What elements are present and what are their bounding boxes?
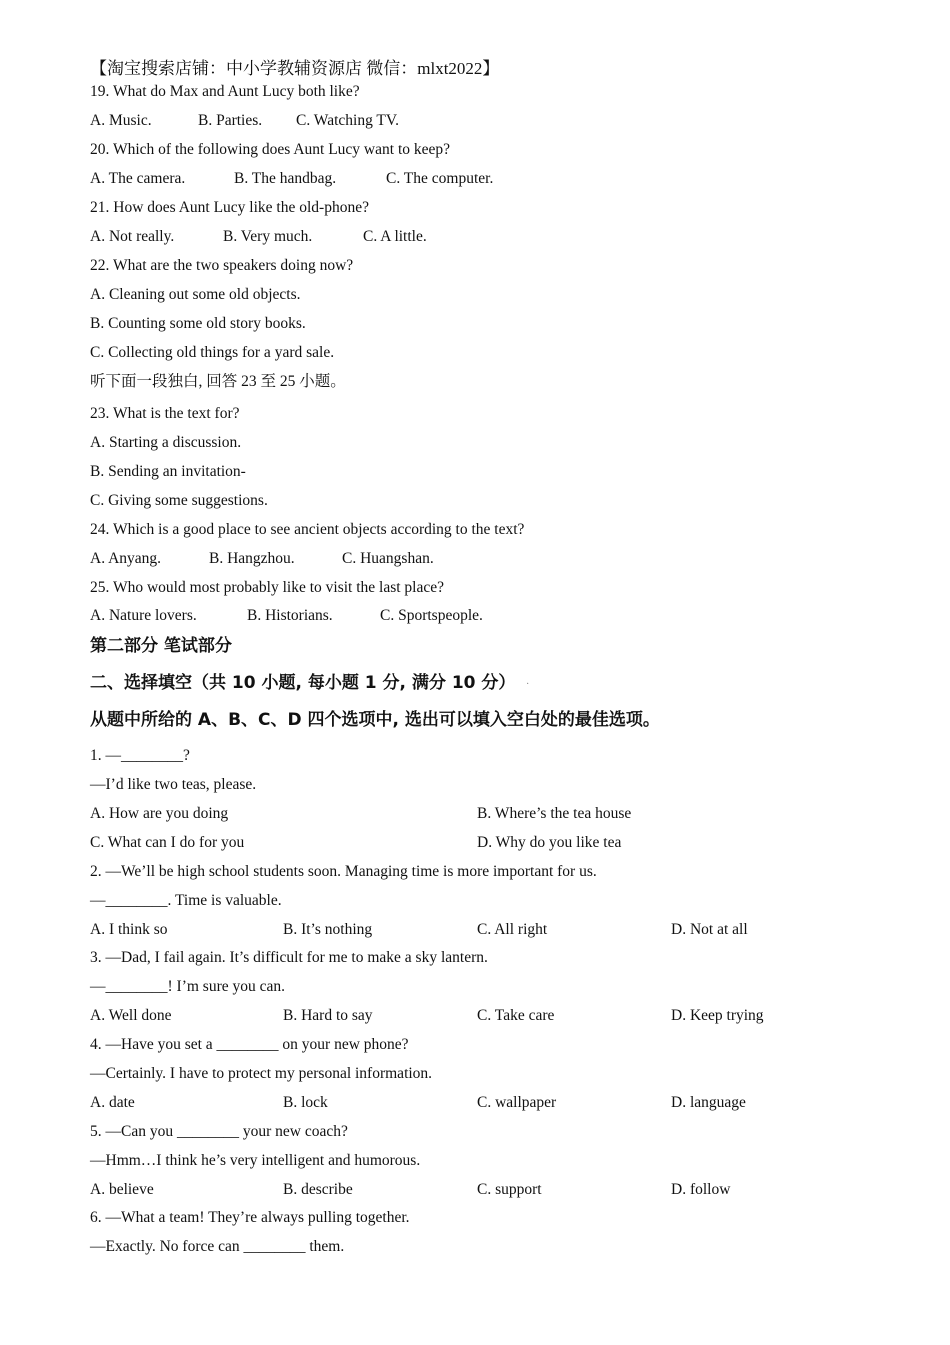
option-19-b: B. Parties. [198,112,263,129]
question-25: 25. Who would most probably like to visit the last place? [90,579,445,596]
question-24: 24. Which is a good place to see ancient objects according to the text? [90,521,525,538]
question-22: 22. What are the two speakers doing now? [90,257,354,274]
option-3-b: B. Hard to say [283,1007,373,1024]
option-23-b: B. Sending an invitation- [90,463,246,480]
option-20-b: B. The handbag. [234,170,337,187]
option-2-a: A. I think so [90,921,168,938]
option-20-a: A. The camera. [90,170,186,187]
option-22-c: C. Collecting old things for a yard sale. [90,344,335,361]
option-23-a: A. Starting a discussion. [90,434,242,451]
option-5-b: B. describe [283,1181,353,1198]
option-5-d: D. follow [671,1181,731,1198]
question-23: 23. What is the text for? [90,405,240,422]
option-4-c: C. wallpaper [477,1094,557,1111]
option-19-c: C. Watching TV. [296,112,399,129]
option-20-c: C. The computer. [386,170,494,187]
option-22-a: A. Cleaning out some old objects. [90,286,301,303]
question-5-prompt: 5. —Can you ________ your new coach? [90,1123,348,1140]
option-1-a: A. How are you doing [90,805,229,822]
option-3-c: C. Take care [477,1007,555,1024]
option-5-c: C. support [477,1181,542,1198]
question-20: 20. Which of the following does Aunt Lucy want to keep? [90,141,451,158]
question-6-prompt: 6. —What a team! They’re always pulling together. [90,1209,410,1226]
question-21: 21. How does Aunt Lucy like the old-phone? [90,199,369,216]
option-21-a: A. Not really. [90,228,175,245]
part-two-title: 第二部分 笔试部分 [90,636,232,656]
question-2-response: —________. Time is valuable. [90,892,282,909]
option-4-d: D. language [671,1094,746,1111]
option-2-b: B. It’s nothing [283,921,373,938]
option-2-c: C. All right [477,921,548,938]
option-25-a: A. Nature lovers. [90,607,197,624]
question-4-prompt: 4. —Have you set a ________ on your new phone? [90,1036,409,1053]
watermark-banner: 【淘宝搜索店铺：中小学教辅资源店 微信：mlxt2022】 [90,59,500,78]
listening-instruction: 听下面一段独白, 回答 23 至 25 小题。 [90,373,346,390]
option-4-a: A. date [90,1094,135,1111]
option-22-b: B. Counting some old story books. [90,315,306,332]
option-19-a: A. Music. [90,112,152,129]
question-19: 19. What do Max and Aunt Lucy both like? [90,83,360,100]
question-3-prompt: 3. —Dad, I fail again. It’s difficult for me to make a sky lantern. [90,949,488,966]
question-1-prompt: 1. —________? [90,747,190,764]
section-instruction: 从题中所给的 A、B、C、D 四个选项中, 选出可以填入空白处的最佳选项。 [90,710,660,730]
option-23-c: C. Giving some suggestions. [90,492,268,509]
option-3-d: D. Keep trying [671,1007,764,1024]
option-4-b: B. lock [283,1094,328,1111]
option-24-b: B. Hangzhou. [209,550,295,567]
option-25-c: C. Sportspeople. [380,607,483,624]
option-24-a: A. Anyang. [90,550,162,567]
option-3-a: A. Well done [90,1007,172,1024]
option-2-d: D. Not at all [671,921,748,938]
question-1-response: —I’d like two teas, please. [90,776,257,793]
question-3-response: —________! I’m sure you can. [90,978,285,995]
option-1-c: C. What can I do for you [90,834,245,851]
option-21-b: B. Very much. [223,228,313,245]
question-6-response: —Exactly. No force can ________ them. [90,1238,345,1255]
option-1-b: B. Where’s the tea house [477,805,632,822]
question-5-response: —Hmm…I think he’s very intelligent and humorous. [90,1152,421,1169]
question-2-prompt: 2. —We’ll be high school students soon. Managing time is more important for us. [90,863,597,880]
option-5-a: A. believe [90,1181,154,1198]
option-21-c: C. A little. [363,228,427,245]
option-24-c: C. Huangshan. [342,550,434,567]
section-mark: · [526,679,530,690]
option-25-b: B. Historians. [247,607,333,624]
option-1-d: D. Why do you like tea [477,834,622,851]
question-4-response: —Certainly. I have to protect my personal information. [90,1065,433,1082]
section-title: 二、选择填空（共 10 小题, 每小题 1 分, 满分 10 分） [90,673,516,693]
